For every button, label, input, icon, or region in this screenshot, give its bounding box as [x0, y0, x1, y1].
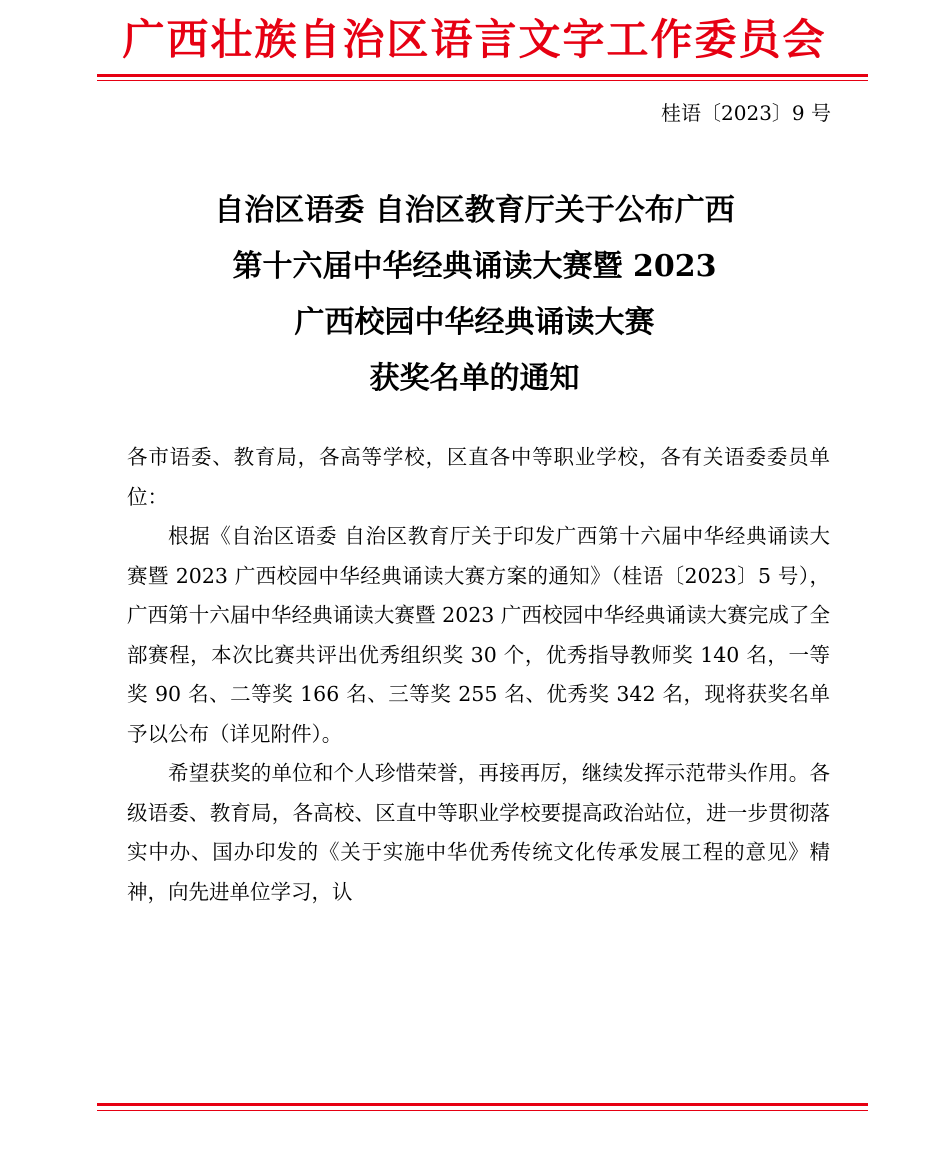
- letterhead-rule-thin: [97, 80, 868, 81]
- title-line: 自治区语委 自治区教育厅关于公布广西: [214, 193, 735, 228]
- title-line: 广西校园中华经典诵读大赛: [294, 305, 655, 340]
- letterhead-rule-thick: [97, 74, 868, 77]
- footer-rule-thin: [97, 1110, 868, 1111]
- document-title: [0, 183, 949, 407]
- letterhead-title: 广西壮族自治区语言文字工作委员会: [122, 15, 827, 64]
- title-line: 第十六届中华经典诵读大赛暨 2023: [232, 249, 717, 284]
- body-paragraph: 根据《自治区语委 自治区教育厅关于印发广西第十六届中华经典诵读大赛暨 2023 广西校园中华经典诵读大赛方案的通知》（桂语〔2023〕5 号），广西第十六届中华经典诵读大赛暨 2023 广西校园中华经典诵读大赛完成了全部赛程，本次比赛共评出优秀组织奖 30 个，优秀指导教师奖 140 名，一等奖 90 名、二等奖 166 名、三等奖 255 名、优秀奖 342 名，现将获奖名单予以公布（详见附件）。: [127, 524, 830, 746]
- footer-rule-thick: [97, 1103, 868, 1106]
- title-line: 获奖名单的通知: [369, 361, 580, 396]
- salutation: 各市语委、教育局，各高等学校，区直各中等职业学校，各有关语委委员单位：: [127, 445, 830, 509]
- body-paragraph: 希望获奖的单位和个人珍惜荣誉，再接再厉，继续发挥示范带头作用。各级语委、教育局，各高校、区直中等职业学校要提高政治站位，进一步贯彻落实中办、国办印发的《关于实施中华优秀传统文化传承发展工程的意见》精神，向先进单位学习，认: [127, 761, 830, 904]
- document-body: [127, 438, 830, 912]
- document-number: 桂语〔2023〕9 号: [661, 101, 831, 125]
